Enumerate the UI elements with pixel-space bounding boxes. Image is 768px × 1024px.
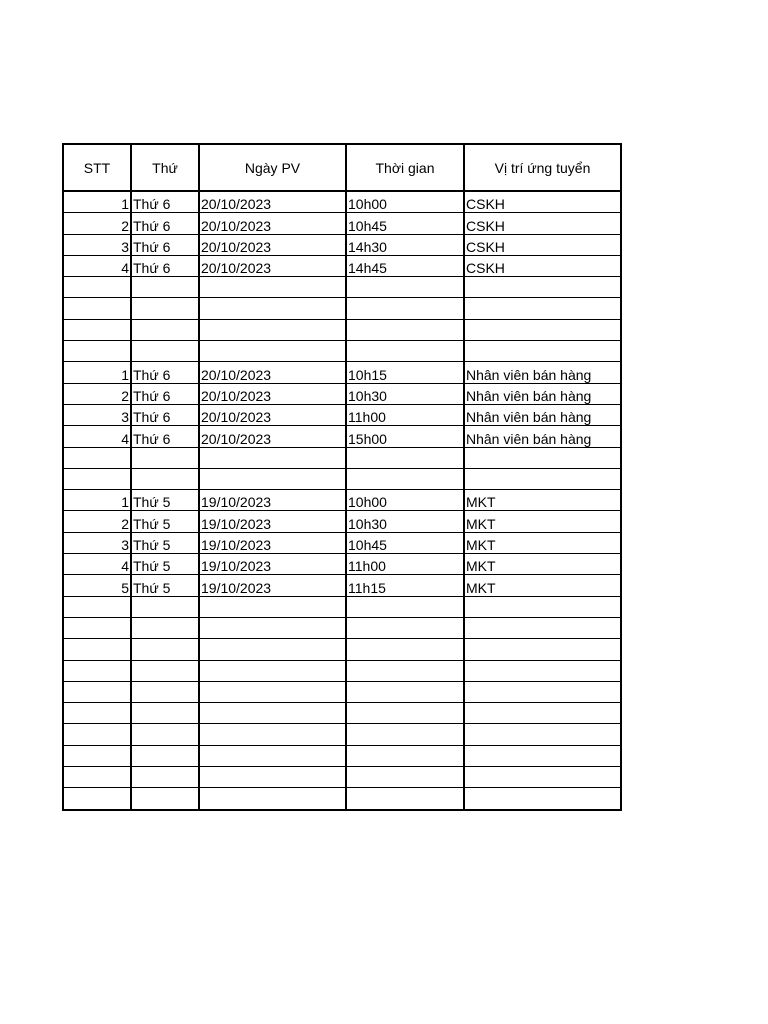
cell-ngay-pv[interactable] — [199, 681, 346, 702]
cell-thoi-gian[interactable]: 11h00 — [346, 554, 464, 575]
cell-vi-tri[interactable]: CSKH — [464, 213, 621, 234]
table-row — [63, 788, 621, 810]
cell-stt[interactable] — [63, 277, 131, 298]
cell-ngay-pv[interactable]: 20/10/2023 — [199, 191, 346, 213]
table-row — [63, 213, 621, 234]
cell-stt[interactable] — [63, 341, 131, 362]
cell-thoi-gian[interactable] — [346, 660, 464, 681]
cell-ngay-pv[interactable]: 20/10/2023 — [199, 213, 346, 234]
cell-stt[interactable]: 2 — [63, 213, 131, 234]
cell-thu[interactable] — [131, 681, 199, 702]
table-row — [63, 724, 621, 745]
cell-thu[interactable] — [131, 788, 199, 810]
cell-thu[interactable] — [131, 277, 199, 298]
cell-thoi-gian[interactable]: 10h00 — [346, 490, 464, 511]
cell-thoi-gian[interactable]: 10h45 — [346, 213, 464, 234]
cell-vi-tri[interactable] — [464, 468, 621, 489]
cell-ngay-pv[interactable] — [199, 447, 346, 468]
table-row — [63, 447, 621, 468]
cell-vi-tri[interactable] — [464, 703, 621, 724]
cell-thu[interactable] — [131, 767, 199, 788]
cell-ngay-pv[interactable]: 20/10/2023 — [199, 426, 346, 447]
cell-ngay-pv[interactable] — [199, 788, 346, 810]
cell-stt[interactable] — [63, 298, 131, 319]
cell-thoi-gian[interactable]: 14h45 — [346, 255, 464, 276]
cell-thu[interactable]: Thứ 6 — [131, 383, 199, 404]
cell-ngay-pv[interactable] — [199, 341, 346, 362]
cell-ngay-pv[interactable]: 20/10/2023 — [199, 234, 346, 255]
cell-vi-tri[interactable]: MKT — [464, 575, 621, 596]
cell-stt[interactable] — [63, 703, 131, 724]
cell-vi-tri[interactable] — [464, 298, 621, 319]
cell-stt[interactable]: 4 — [63, 426, 131, 447]
cell-ngay-pv[interactable] — [199, 468, 346, 489]
table-row — [63, 554, 621, 575]
table-row — [63, 234, 621, 255]
cell-thu[interactable]: Thứ 6 — [131, 213, 199, 234]
cell-vi-tri[interactable] — [464, 660, 621, 681]
cell-ngay-pv[interactable]: 19/10/2023 — [199, 554, 346, 575]
cell-ngay-pv[interactable]: 19/10/2023 — [199, 532, 346, 553]
table-row — [63, 596, 621, 617]
cell-thoi-gian[interactable] — [346, 468, 464, 489]
cell-thoi-gian[interactable] — [346, 596, 464, 617]
cell-thu[interactable]: Thứ 6 — [131, 234, 199, 255]
cell-stt[interactable]: 1 — [63, 191, 131, 213]
cell-ngay-pv[interactable]: 20/10/2023 — [199, 362, 346, 383]
table-row — [63, 767, 621, 788]
cell-vi-tri[interactable]: MKT — [464, 511, 621, 532]
cell-ngay-pv[interactable] — [199, 703, 346, 724]
cell-ngay-pv[interactable]: 19/10/2023 — [199, 490, 346, 511]
cell-vi-tri[interactable]: MKT — [464, 532, 621, 553]
table-row — [63, 319, 621, 340]
cell-ngay-pv[interactable] — [199, 767, 346, 788]
cell-thoi-gian[interactable]: 15h00 — [346, 426, 464, 447]
cell-vi-tri[interactable] — [464, 681, 621, 702]
cell-thu[interactable]: Thứ 5 — [131, 511, 199, 532]
table-row — [63, 298, 621, 319]
cell-thoi-gian[interactable] — [346, 703, 464, 724]
cell-thoi-gian[interactable] — [346, 681, 464, 702]
table-row — [63, 277, 621, 298]
cell-thu[interactable] — [131, 596, 199, 617]
table-row — [63, 745, 621, 766]
cell-stt[interactable]: 1 — [63, 362, 131, 383]
cell-thu[interactable] — [131, 298, 199, 319]
cell-stt[interactable]: 3 — [63, 234, 131, 255]
cell-thoi-gian[interactable]: 14h30 — [346, 234, 464, 255]
table-row — [63, 426, 621, 447]
cell-stt[interactable]: 4 — [63, 255, 131, 276]
table-row — [63, 341, 621, 362]
cell-stt[interactable] — [63, 319, 131, 340]
cell-stt[interactable]: 5 — [63, 575, 131, 596]
cell-thu[interactable]: Thứ 5 — [131, 554, 199, 575]
cell-vi-tri[interactable]: Nhân viên bán hàng — [464, 404, 621, 425]
cell-thu[interactable] — [131, 660, 199, 681]
cell-thoi-gian[interactable] — [346, 767, 464, 788]
cell-thu[interactable]: Thứ 5 — [131, 490, 199, 511]
cell-thu[interactable]: Thứ 6 — [131, 404, 199, 425]
cell-vi-tri[interactable]: MKT — [464, 490, 621, 511]
cell-stt[interactable] — [63, 745, 131, 766]
cell-thu[interactable]: Thứ 6 — [131, 191, 199, 213]
cell-thoi-gian[interactable] — [346, 447, 464, 468]
cell-vi-tri[interactable] — [464, 447, 621, 468]
cell-vi-tri[interactable]: MKT — [464, 554, 621, 575]
cell-ngay-pv[interactable]: 19/10/2023 — [199, 511, 346, 532]
cell-thu[interactable]: Thứ 6 — [131, 426, 199, 447]
cell-thoi-gian[interactable] — [346, 341, 464, 362]
interview-schedule-table — [62, 143, 622, 811]
cell-vi-tri[interactable]: CSKH — [464, 234, 621, 255]
cell-stt[interactable] — [63, 788, 131, 810]
cell-thu[interactable] — [131, 447, 199, 468]
cell-vi-tri[interactable] — [464, 639, 621, 660]
cell-ngay-pv[interactable] — [199, 277, 346, 298]
cell-stt[interactable]: 2 — [63, 511, 131, 532]
cell-thu[interactable] — [131, 319, 199, 340]
table-row — [63, 703, 621, 724]
cell-vi-tri[interactable] — [464, 277, 621, 298]
table-row — [63, 639, 621, 660]
cell-ngay-pv[interactable] — [199, 639, 346, 660]
cell-stt[interactable] — [63, 681, 131, 702]
header-thu: Thứ — [131, 144, 199, 191]
cell-stt[interactable] — [63, 660, 131, 681]
cell-thoi-gian[interactable]: 11h15 — [346, 575, 464, 596]
cell-thu[interactable]: Thứ 5 — [131, 575, 199, 596]
cell-thu[interactable]: Thứ 6 — [131, 255, 199, 276]
cell-stt[interactable] — [63, 447, 131, 468]
cell-thoi-gian[interactable] — [346, 319, 464, 340]
cell-vi-tri[interactable] — [464, 319, 621, 340]
cell-thoi-gian[interactable] — [346, 788, 464, 810]
cell-thoi-gian[interactable]: 10h00 — [346, 191, 464, 213]
cell-stt[interactable] — [63, 468, 131, 489]
cell-thoi-gian[interactable]: 10h30 — [346, 511, 464, 532]
cell-thu[interactable] — [131, 617, 199, 638]
cell-stt[interactable] — [63, 639, 131, 660]
cell-ngay-pv[interactable]: 20/10/2023 — [199, 383, 346, 404]
cell-ngay-pv[interactable] — [199, 617, 346, 638]
cell-ngay-pv[interactable]: 20/10/2023 — [199, 404, 346, 425]
table-row — [63, 617, 621, 638]
cell-vi-tri[interactable] — [464, 341, 621, 362]
cell-vi-tri[interactable] — [464, 617, 621, 638]
table-row — [63, 660, 621, 681]
table-row — [63, 532, 621, 553]
cell-ngay-pv[interactable] — [199, 660, 346, 681]
cell-ngay-pv[interactable] — [199, 596, 346, 617]
cell-stt[interactable]: 1 — [63, 490, 131, 511]
cell-thoi-gian[interactable] — [346, 639, 464, 660]
cell-vi-tri[interactable] — [464, 596, 621, 617]
header-thoi-gian: Thời gian — [346, 144, 464, 191]
cell-thu[interactable]: Thứ 5 — [131, 532, 199, 553]
cell-ngay-pv[interactable]: 20/10/2023 — [199, 255, 346, 276]
table-row — [63, 490, 621, 511]
cell-vi-tri[interactable]: CSKH — [464, 191, 621, 213]
cell-vi-tri[interactable] — [464, 788, 621, 810]
cell-vi-tri[interactable] — [464, 724, 621, 745]
cell-thoi-gian[interactable] — [346, 617, 464, 638]
table-row — [63, 404, 621, 425]
cell-vi-tri[interactable] — [464, 767, 621, 788]
table-row — [63, 681, 621, 702]
header-ngay-pv: Ngày PV — [199, 144, 346, 191]
table-row — [63, 191, 621, 213]
cell-stt[interactable] — [63, 596, 131, 617]
header-row — [63, 144, 621, 191]
cell-thu[interactable]: Thứ 6 — [131, 362, 199, 383]
cell-ngay-pv[interactable] — [199, 298, 346, 319]
header-stt: STT — [63, 144, 131, 191]
cell-thoi-gian[interactable]: 10h30 — [346, 383, 464, 404]
cell-thu[interactable] — [131, 745, 199, 766]
cell-vi-tri[interactable] — [464, 745, 621, 766]
cell-thoi-gian[interactable]: 10h45 — [346, 532, 464, 553]
cell-stt[interactable] — [63, 724, 131, 745]
cell-ngay-pv[interactable] — [199, 745, 346, 766]
cell-thoi-gian[interactable] — [346, 277, 464, 298]
cell-stt[interactable]: 3 — [63, 404, 131, 425]
cell-ngay-pv[interactable] — [199, 724, 346, 745]
cell-thu[interactable] — [131, 724, 199, 745]
cell-thu[interactable] — [131, 639, 199, 660]
table-body — [63, 191, 621, 810]
cell-vi-tri[interactable]: Nhân viên bán hàng — [464, 426, 621, 447]
cell-thoi-gian[interactable] — [346, 724, 464, 745]
cell-vi-tri[interactable]: Nhân viên bán hàng — [464, 383, 621, 404]
cell-thoi-gian[interactable] — [346, 298, 464, 319]
cell-vi-tri[interactable]: CSKH — [464, 255, 621, 276]
table-row — [63, 575, 621, 596]
cell-ngay-pv[interactable]: 19/10/2023 — [199, 575, 346, 596]
cell-vi-tri[interactable]: Nhân viên bán hàng — [464, 362, 621, 383]
cell-stt[interactable]: 3 — [63, 532, 131, 553]
cell-thoi-gian[interactable]: 10h15 — [346, 362, 464, 383]
cell-thu[interactable] — [131, 703, 199, 724]
table-row — [63, 511, 621, 532]
table-row — [63, 255, 621, 276]
header-vi-tri: Vị trí ứng tuyển — [464, 144, 621, 191]
table-row — [63, 383, 621, 404]
table-row — [63, 468, 621, 489]
cell-thoi-gian[interactable]: 11h00 — [346, 404, 464, 425]
cell-stt[interactable]: 4 — [63, 554, 131, 575]
cell-thoi-gian[interactable] — [346, 745, 464, 766]
cell-stt[interactable] — [63, 617, 131, 638]
cell-stt[interactable]: 2 — [63, 383, 131, 404]
table-row — [63, 362, 621, 383]
cell-thu[interactable] — [131, 468, 199, 489]
cell-stt[interactable] — [63, 767, 131, 788]
cell-ngay-pv[interactable] — [199, 319, 346, 340]
cell-thu[interactable] — [131, 341, 199, 362]
